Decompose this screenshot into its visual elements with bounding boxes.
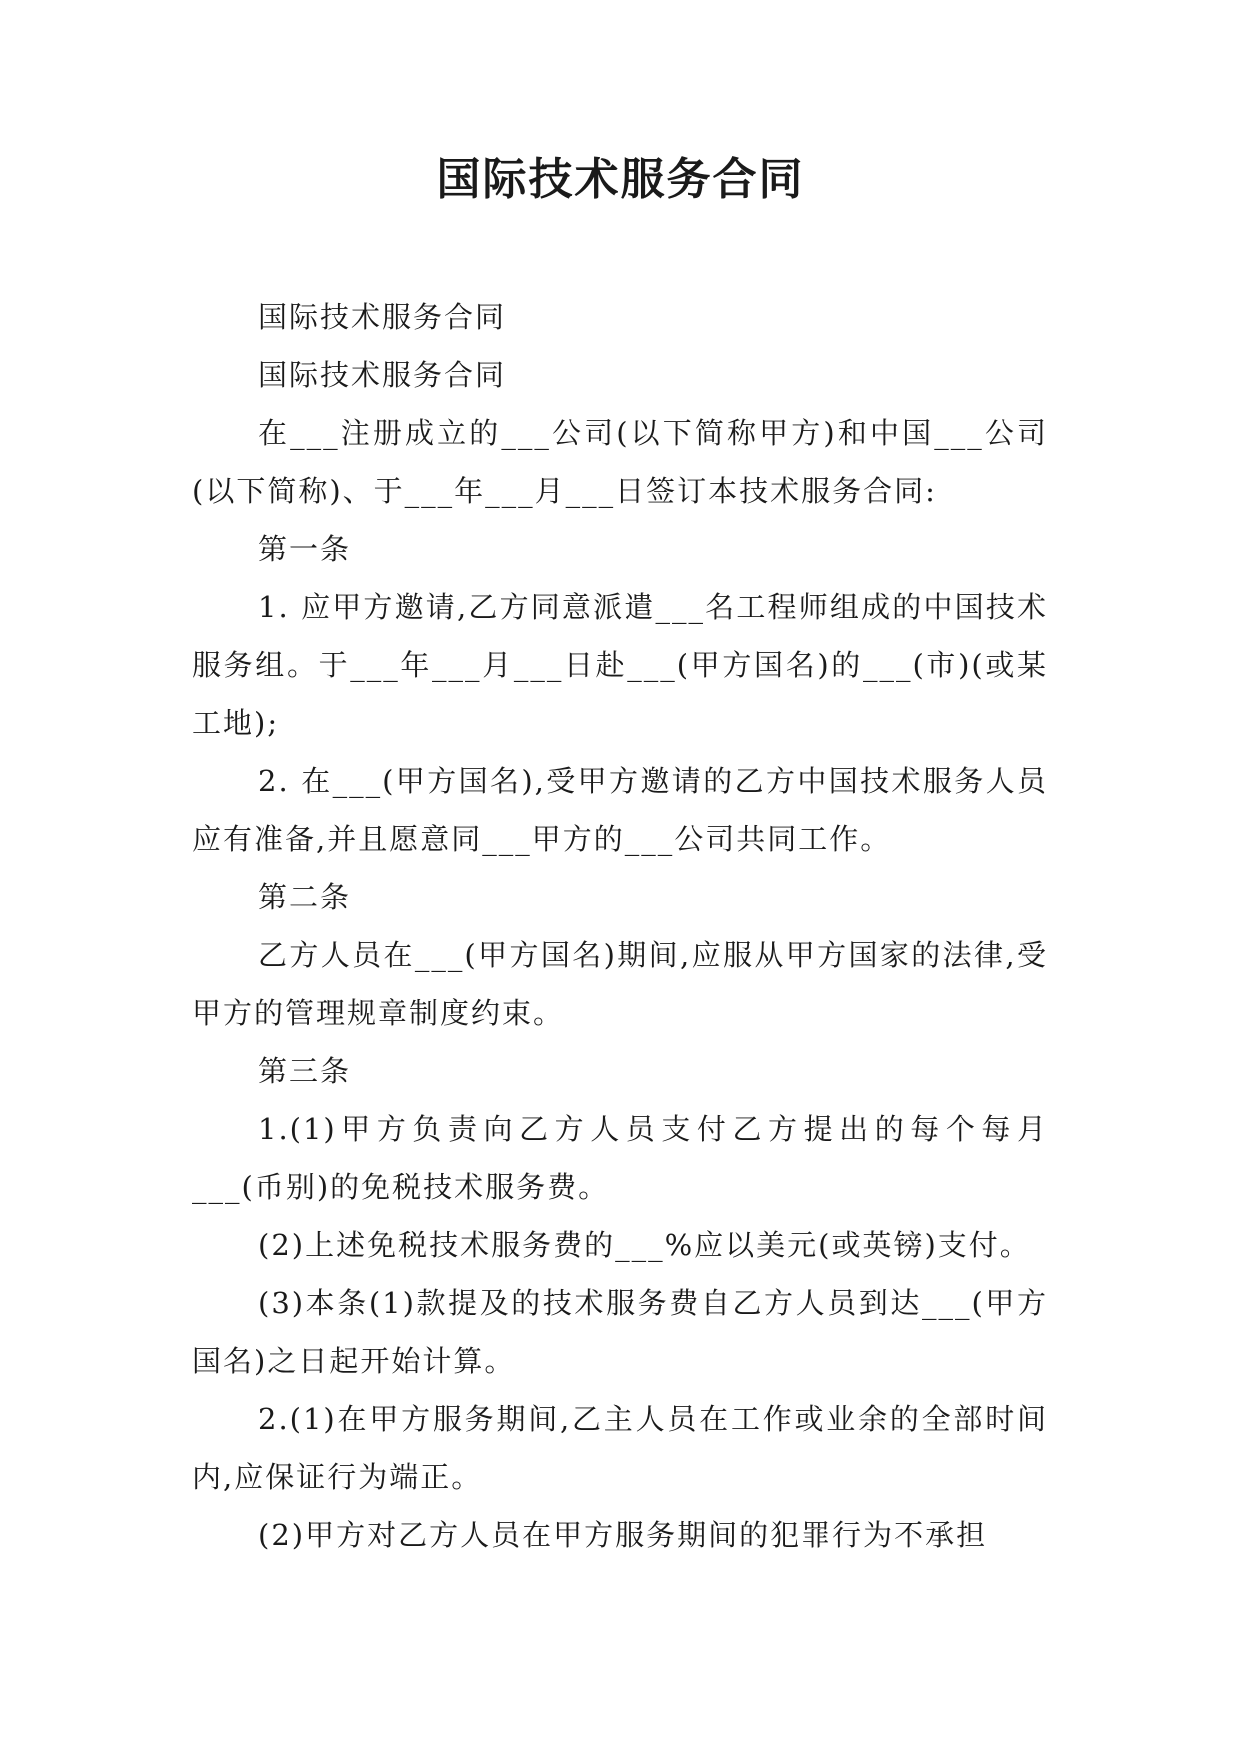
paragraph-heading-repeat-1: 国际技术服务合同	[258, 300, 507, 334]
article-3-clause-1-1: 1.(1)甲方负责向乙方人员支付乙方提出的每个每月___(币别)的免税技术服务费。	[192, 1112, 1048, 1204]
article-3-clause-2-2: (2)甲方对乙方人员在甲方服务期间的犯罪行为不承担	[258, 1518, 988, 1552]
article-2-heading: 第二条	[258, 880, 352, 914]
paragraph-heading-repeat-2: 国际技术服务合同	[258, 358, 507, 392]
article-1-clause-2: 2. 在___(甲方国名),受甲方邀请的乙方中国技术服务人员应有准备,并且愿意同___甲方的___公司共同工作。	[192, 764, 1048, 856]
article-1-clause-1: 1. 应甲方邀请,乙方同意派遣___名工程师组成的中国技术服务组。于___年___月___日赴___(甲方国名)的___(市)(或某工地);	[192, 590, 1048, 740]
paragraph-preamble: 在___注册成立的___公司(以下简称甲方)和中国___公司(以下简称)、于___年___月___日签订本技术服务合同:	[192, 416, 1048, 508]
article-3-clause-2-1: 2.(1)在甲方服务期间,乙主人员在工作或业余的全部时间内,应保证行为端正。	[192, 1402, 1048, 1494]
article-3-clause-1-3: (3)本条(1)款提及的技术服务费自乙方人员到达___(甲方国名)之日起开始计算。	[192, 1286, 1048, 1378]
article-3-clause-1-2: (2)上述免税技术服务费的___%应以美元(或英镑)支付。	[258, 1228, 1031, 1262]
document-body	[192, 288, 1048, 1564]
document-title: 国际技术服务合同	[436, 154, 805, 205]
article-1-heading: 第一条	[258, 532, 352, 566]
article-2-body: 乙方人员在___(甲方国名)期间,应服从甲方国家的法律,受甲方的管理规章制度约束。	[192, 938, 1048, 1030]
article-3-heading: 第三条	[258, 1054, 352, 1088]
